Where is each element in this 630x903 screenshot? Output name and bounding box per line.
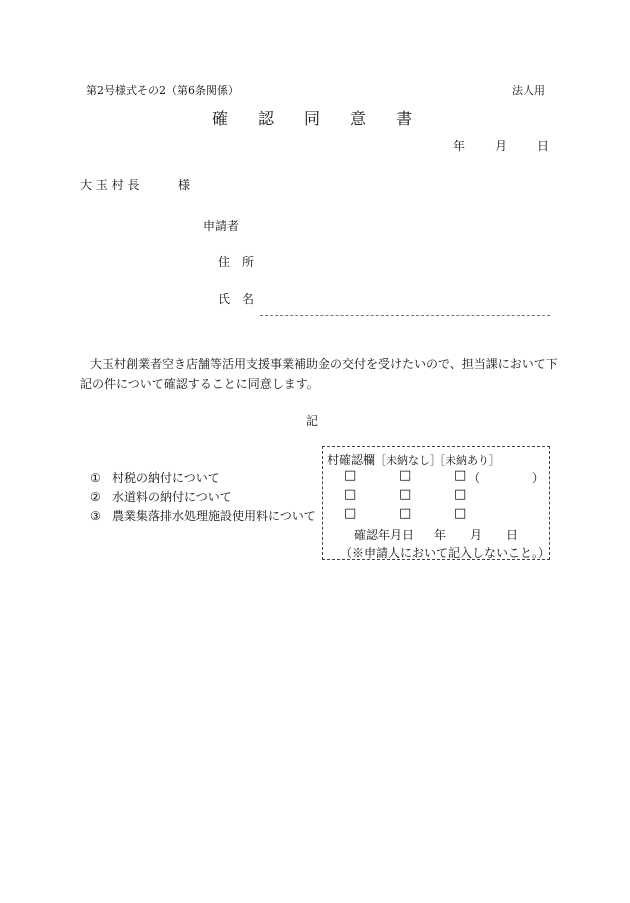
- form-number: 第2号様式その2（第6条関係）: [86, 84, 239, 97]
- date-line: [453, 137, 549, 154]
- checkbox-water-col2[interactable]: □: [399, 487, 412, 502]
- confirm-date-year: 年: [434, 528, 447, 542]
- item-number: ③: [90, 509, 101, 523]
- body-line-2: 記の件について確認することに同意します。: [80, 377, 319, 391]
- name-underline: [260, 315, 550, 316]
- date-day: 日: [537, 139, 550, 153]
- col-none-header: ［未納なし］: [375, 454, 441, 467]
- checkbox-sewage-col3[interactable]: □: [454, 506, 467, 521]
- list-item: [90, 469, 220, 486]
- checkbox-sewage-col2[interactable]: □: [399, 506, 412, 521]
- applicant-label: 申請者: [203, 219, 240, 233]
- checkbox-sewage-col1[interactable]: □: [344, 506, 357, 521]
- confirm-heading: 村確認欄: [327, 453, 376, 467]
- checkbox-water-col3[interactable]: □: [454, 487, 467, 502]
- title-char: 書: [396, 109, 413, 128]
- confirm-note: （※申請人において記入しないこと。）: [340, 546, 551, 560]
- item-number: ①: [90, 471, 101, 485]
- date-month: 月: [495, 139, 508, 153]
- paren-open: （: [468, 471, 481, 485]
- address-label: 住 所: [218, 255, 255, 269]
- item-text: 村税の納付について: [112, 471, 220, 485]
- checkbox-tax-col2[interactable]: □: [399, 468, 412, 483]
- checkbox-water-col1[interactable]: □: [344, 487, 357, 502]
- paren-close: ）: [532, 471, 545, 485]
- confirm-date-day: 日: [506, 528, 519, 542]
- confirm-date-month: 月: [470, 528, 483, 542]
- item-text: 水道料の納付について: [112, 490, 232, 504]
- title-char: 確: [212, 109, 229, 128]
- checkbox-tax-col3[interactable]: □: [454, 468, 467, 483]
- list-item: [90, 507, 316, 524]
- title-char: 認: [258, 109, 275, 128]
- form-type: 法人用: [512, 84, 545, 97]
- list-item: [90, 488, 232, 505]
- confirm-date-label: 確認年月日: [354, 528, 415, 542]
- name-label: 氏 名: [218, 292, 255, 306]
- recipient-name: 大 玉 村 長: [80, 178, 140, 192]
- title-char: 意: [350, 109, 367, 128]
- title-char: 同: [304, 109, 321, 128]
- item-text: 農業集落排水処理施設使用料について: [112, 509, 316, 523]
- ki-label: 記: [306, 414, 319, 428]
- recipient-honorific: 様: [178, 178, 191, 192]
- checkbox-tax-col1[interactable]: □: [344, 468, 357, 483]
- body-line-1: 大玉村創業者空き店舗等活用支援事業補助金の交付を受けたいので、担当課において下: [90, 357, 558, 371]
- document-title: [212, 106, 412, 129]
- col-unpaid-header: ［未納あり］: [434, 454, 500, 467]
- date-year: 年: [453, 139, 466, 153]
- item-number: ②: [90, 490, 101, 504]
